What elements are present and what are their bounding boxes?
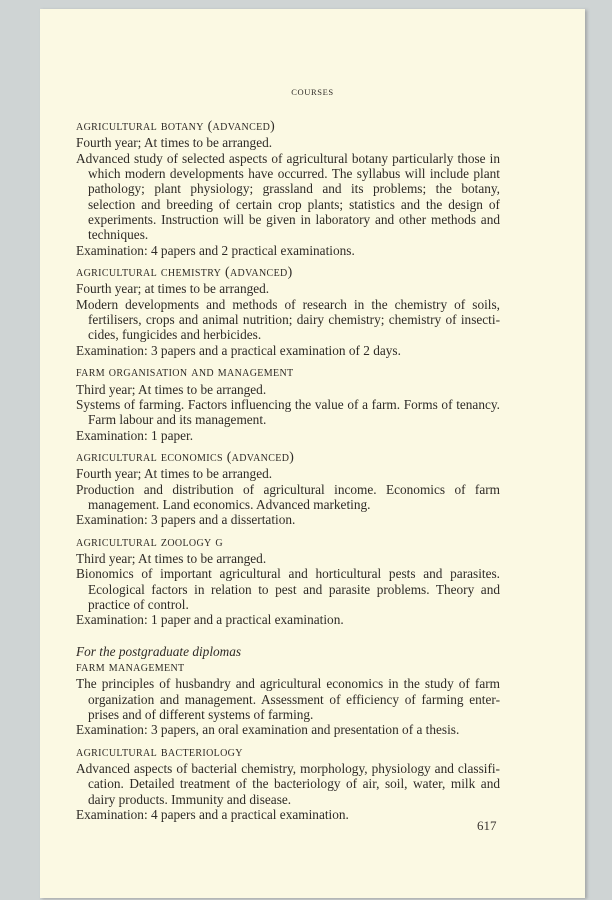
course-examination: Examination: 4 papers and 2 practical examinations. [76,242,355,258]
course-section-agricultural-zoology [76,534,500,628]
course-schedule: Third year; At times to be arranged. [76,381,267,397]
course-description: Advanced aspects of bacterial chemistry, morphology, physiology and classifi-cation. Detailed treatment of the bacteriology of air, soil, water, milk and dairy products. Immunity and disease. [76,761,500,807]
course-schedule: Fourth year; at times to be arranged. [76,281,270,297]
course-description: Production and distribution of agricultural income. Economics of farm management. Land economics. Advanced marketing. [76,481,500,512]
course-title: farm management [76,659,185,674]
course-description: Bionomics of important agricultural and horticultural pests and parasites. Ecological factors in relation to pest and parasite problems. Theory and practice of control. [76,566,500,612]
course-examination: Examination: 3 papers and a dissertation. [76,512,296,528]
course-description: Modern developments and methods of research in the chemistry of soils, fertilisers, crops and animal nutrition; dairy chemistry; chemistry of insecti-cides, fungicides and herbicides. [76,296,500,343]
page-content [76,118,500,828]
postgraduate-subheading: For the postgraduate diplomas [76,643,242,659]
course-section-farm-management [76,659,500,738]
course-description: Advanced study of selected aspects of agricultural botany particularly those in which modern developments have occurred. The syllabus will include plant pathology; plant physiology; grassland and its problems; the botany, selection and breeding of certain crop plants; statistics and the design of experiments. Instruction will be given in laboratory and other methods and techniques. [76,150,500,243]
course-description: The principles of husbandry and agricultural economics in the study of farm organization and management. Assessment of efficiency of farming enter-prises and of different systems of farming. [76,676,500,723]
course-examination: Examination: 3 papers, an oral examination and presentation of a thesis. [76,722,460,738]
course-section-agricultural-bacteriology [76,744,500,823]
course-schedule: Fourth year; At times to be arranged. [76,135,273,151]
course-section-agricultural-economics [76,449,500,528]
course-schedule: Third year; At times to be arranged. [76,550,267,566]
course-examination: Examination: 3 papers and a practical examination of 2 days. [76,342,401,358]
course-section-agricultural-chemistry [76,264,500,358]
course-schedule: Fourth year; At times to be arranged. [76,466,273,482]
course-examination: Examination: 4 papers and a practical examination. [76,807,349,823]
course-section-agricultural-botany [76,118,500,258]
course-description: Systems of farming. Factors influencing the value of a farm. Forms of tenancy. Farm labour and its management. [76,396,500,428]
course-title: agricultural economics (advanced) [76,448,295,464]
document-page [40,9,585,898]
running-head: COURSES [291,87,334,97]
course-title: farm organisation and management [76,364,294,380]
course-title: agricultural chemistry (advanced) [76,264,293,280]
course-examination: Examination: 1 paper and a practical examination. [76,612,344,628]
course-title: agricultural bacteriology [76,743,243,759]
course-examination: Examination: 1 paper. [76,427,194,443]
course-title: agricultural zoology g [76,533,224,549]
course-section-farm-organisation [76,364,500,443]
page-number: 617 [477,818,497,833]
course-title: agricultural botany (advanced) [76,118,276,133]
